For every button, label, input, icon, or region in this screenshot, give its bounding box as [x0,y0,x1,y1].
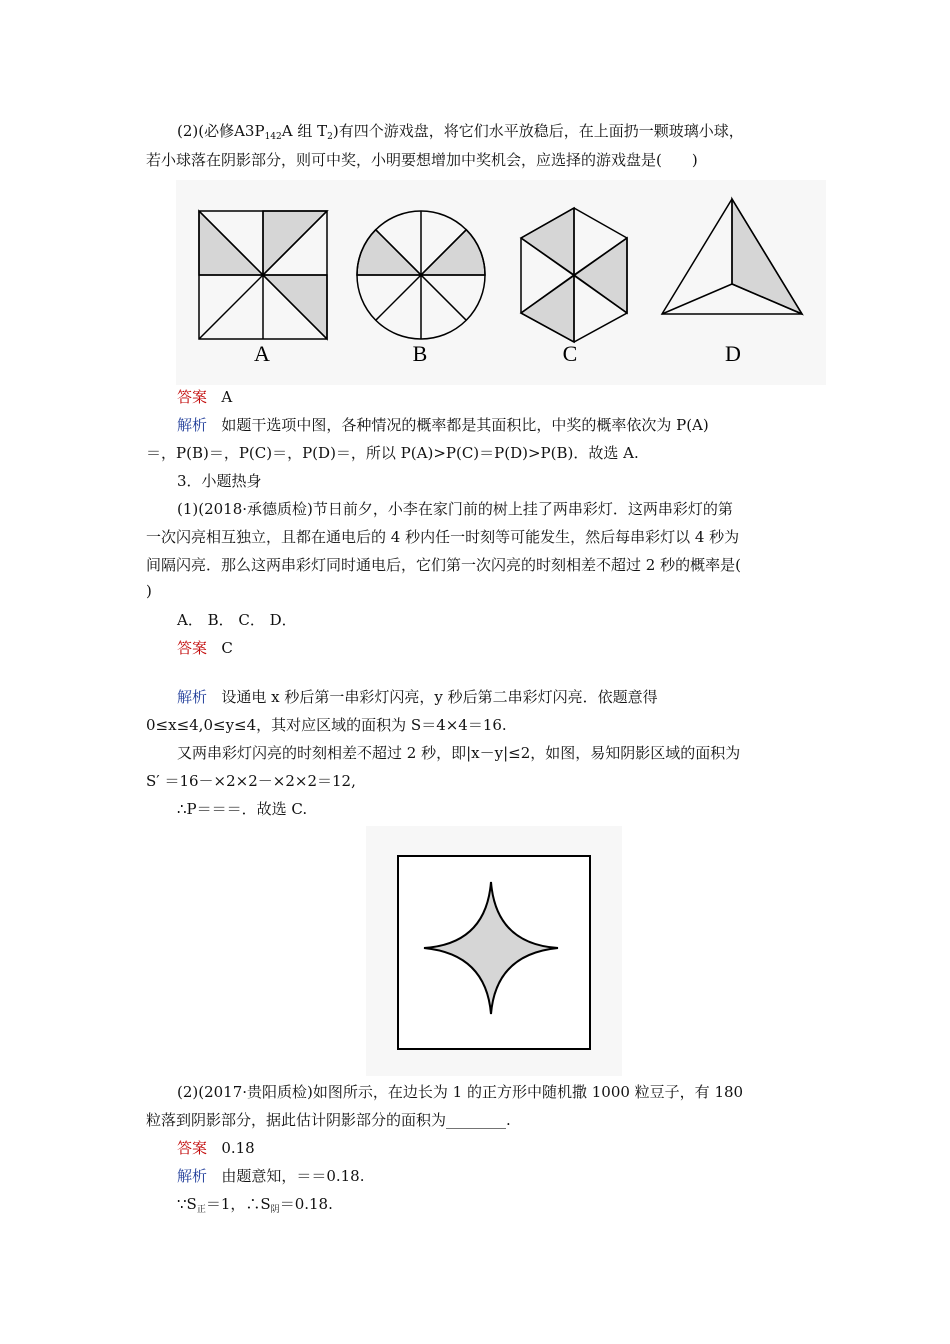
s3-q1-analysis-line-2: 0≤x≤4,0≤y≤4，其对应区域的面积为 S＝4×4＝16. [146,716,507,734]
question-2-line-2: 若小球落在阴影部分，则可中奖，小明要想增加中奖机会，应选择的游戏盘是( ) [146,151,698,169]
answer-line [177,387,950,407]
s3-q1-line-2: 一次闪亮相互独立，且都在通电后的 4 秒内任一时刻等可能发生，然后每串彩灯以 4 秒为 [146,528,740,546]
board-b-label: B [412,341,428,366]
analysis-tag: 解析 [177,1167,208,1185]
answer-value: 0.18 [221,1139,255,1157]
game-boards-figure [176,180,826,385]
board-b-figure [357,211,485,339]
answer-value: A [221,388,233,406]
analysis-tag: 解析 [177,688,208,706]
analysis-tag: 解析 [177,416,208,434]
square-star-figure [366,826,622,1076]
board-c-label: C [562,341,578,366]
board-a-figure [199,211,327,339]
answer-tag: 答案 [177,388,208,406]
s3-q1-analysis-line-1: 解析 设通电 x 秒后第一串彩灯闪亮，y 秒后第二串彩灯闪亮．依题意得 [177,688,658,706]
s3-q2-analysis-line-2: $\because S_正=1$，$\therefore S_阴=0.18$. [177,1195,333,1215]
s3-q1-line-4: ) [146,582,152,600]
s3-q1-line-1: (1)(2018·承德质检)节日前夕，小李在家门前的树上挂了两串彩灯．这两串彩灯的第 [177,500,733,518]
board-d-label: D [725,341,741,366]
answer-tag: 答案 [177,639,208,657]
answer-tag: 答案 [177,1139,208,1157]
s3-q2-line-2: 粒落到阴影部分，据此估计阴影部分的面积为________. [146,1111,511,1129]
question-2-line-1: (2)(必修$A3P_{142}A$ 组 $T_2$)有四个游戏盘，将它们水平放稳后，在上面扔一颗玻璃小球， [177,122,744,142]
answer-value: C [221,639,233,657]
s3-q2-line-1: (2)(2017·贵阳质检)如图所示，在边长为 1 的正方形中随机撒 1000 粒豆子，有 180 [177,1083,744,1101]
s3-q1-analysis-line-4: S′ ＝16－×2×2－×2×2＝12, [146,772,356,790]
s3-q2-answer-line [177,1138,950,1158]
board-a-label: A [254,341,270,366]
s3-q1-analysis-line-3: 又两串彩灯闪亮的时刻相差不超过 2 秒，即|x－y|≤2，如图，易知阴影区域的面积为 [177,744,741,762]
analysis-line-1: 解析 如题干选项中图，各种情况的概率都是其面积比，中奖的概率依次为 P(A) [177,416,709,434]
s3-q1-options: A． B． C． D． [177,611,297,629]
s3-q1-analysis-line-5: ∴P＝＝＝．故选 C. [177,800,308,818]
s3-q2-analysis-line-1: 解析 由题意知，＝＝0.18. [177,1167,365,1185]
section-heading: 3．小题热身 [177,472,262,490]
analysis-line-2: ＝，P(B)＝，P(C)＝，P(D)＝，所以 P(A)>P(C)＝P(D)>P(B)．故选 A. [146,444,639,462]
s3-q1-answer-line [177,638,950,658]
s3-q1-line-3: 间隔闪亮．那么这两串彩灯同时通电后，它们第一次闪亮的时刻相差不超过 2 秒的概率是( [146,556,741,574]
